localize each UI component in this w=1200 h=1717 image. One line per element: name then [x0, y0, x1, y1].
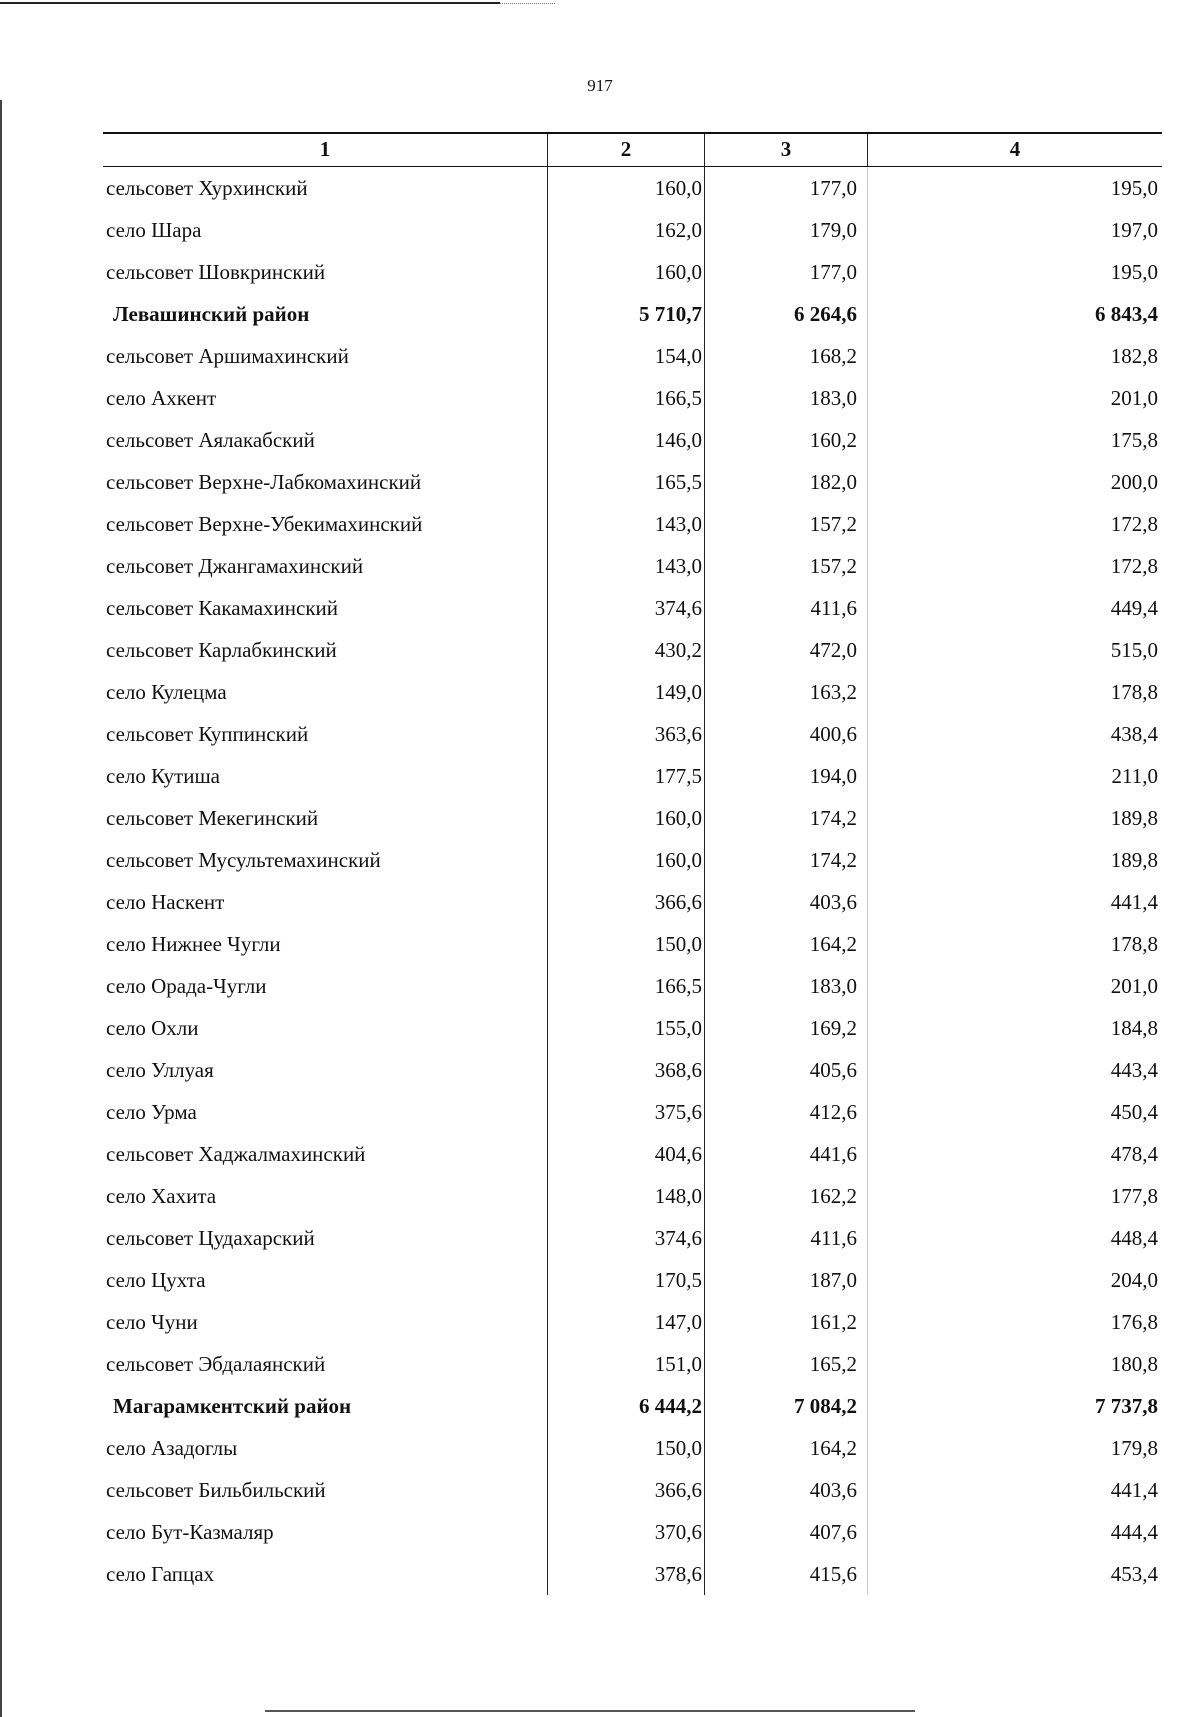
settlement-name-cell: село Охли [106, 1016, 199, 1040]
table-row [103, 1427, 1162, 1469]
settlement-name-cell: Магарамкентский район [113, 1394, 352, 1418]
value-col-4-cell: 178,8 [867, 671, 1162, 713]
value-col-2-cell: 363,6 [547, 713, 704, 755]
value-col-2-cell: 147,0 [547, 1301, 704, 1343]
settlement-name-cell: село Кулецма [106, 680, 227, 704]
scan-border-bottom [265, 1710, 915, 1712]
value-col-2-cell: 177,5 [547, 755, 704, 797]
value-col-4-cell: 449,4 [867, 587, 1162, 629]
value-col-3-cell: 441,6 [704, 1133, 867, 1175]
value-col-3-cell: 6 264,6 [704, 293, 867, 335]
value-col-3-cell: 165,2 [704, 1343, 867, 1385]
column-header-4: 4 [867, 134, 1162, 166]
settlement-name-cell: сельсовет Верхне-Убекимахинский [106, 512, 423, 536]
value-col-2-cell: 404,6 [547, 1133, 704, 1175]
settlement-name-cell: сельсовет Аялакабский [106, 428, 315, 452]
table-row [103, 881, 1162, 923]
column-header-3: 3 [704, 134, 867, 166]
value-col-4-cell: 178,8 [867, 923, 1162, 965]
table-row [103, 461, 1162, 503]
value-col-3-cell: 164,2 [704, 923, 867, 965]
settlement-name-cell: сельсовет Мусультемахинский [106, 848, 381, 872]
value-col-4-cell: 180,8 [867, 1343, 1162, 1385]
table-row [103, 419, 1162, 461]
table-row [103, 1469, 1162, 1511]
value-col-3-cell: 182,0 [704, 461, 867, 503]
value-col-3-cell: 161,2 [704, 1301, 867, 1343]
table-row [103, 167, 1162, 209]
value-col-4-cell: 448,4 [867, 1217, 1162, 1259]
value-col-3-cell: 160,2 [704, 419, 867, 461]
value-col-3-cell: 187,0 [704, 1259, 867, 1301]
value-col-3-cell: 177,0 [704, 251, 867, 293]
value-col-2-cell: 160,0 [547, 839, 704, 881]
table-row [103, 1301, 1162, 1343]
scan-border-left [0, 100, 2, 1717]
value-col-2-cell: 146,0 [547, 419, 704, 461]
value-col-2-cell: 5 710,7 [547, 293, 704, 335]
value-col-4-cell: 177,8 [867, 1175, 1162, 1217]
value-col-3-cell: 407,6 [704, 1511, 867, 1553]
value-col-4-cell: 197,0 [867, 209, 1162, 251]
scan-border-top [0, 2, 500, 4]
table-row [103, 923, 1162, 965]
table-row [103, 1217, 1162, 1259]
settlement-name-cell: село Ахкент [106, 386, 217, 410]
table-row [103, 797, 1162, 839]
value-col-2-cell: 166,5 [547, 965, 704, 1007]
settlement-name-cell: село Уллуая [106, 1058, 214, 1082]
settlement-name-cell: село Хахита [106, 1184, 217, 1208]
value-col-4-cell: 172,8 [867, 503, 1162, 545]
value-col-2-cell: 148,0 [547, 1175, 704, 1217]
table-row [103, 1553, 1162, 1595]
value-col-3-cell: 403,6 [704, 1469, 867, 1511]
table-row [103, 209, 1162, 251]
table-header-row [103, 132, 1162, 167]
value-col-2-cell: 155,0 [547, 1007, 704, 1049]
settlement-name-cell: село Кутиша [106, 764, 220, 788]
value-col-4-cell: 195,0 [867, 167, 1162, 209]
value-col-2-cell: 374,6 [547, 1217, 704, 1259]
value-col-4-cell: 515,0 [867, 629, 1162, 671]
column-header-2: 2 [547, 134, 704, 166]
value-col-4-cell: 204,0 [867, 1259, 1162, 1301]
value-col-2-cell: 160,0 [547, 167, 704, 209]
settlement-name-cell: сельсовет Джангамахинский [106, 554, 364, 578]
value-col-3-cell: 168,2 [704, 335, 867, 377]
budget-table [103, 132, 1162, 1595]
value-col-3-cell: 177,0 [704, 167, 867, 209]
settlement-name-cell: сельсовет Бильбильский [106, 1478, 326, 1502]
table-row [103, 629, 1162, 671]
value-col-2-cell: 162,0 [547, 209, 704, 251]
value-col-4-cell: 172,8 [867, 545, 1162, 587]
value-col-2-cell: 166,5 [547, 377, 704, 419]
settlement-name-cell: сельсовет Куппинский [106, 722, 309, 746]
settlement-name-cell: село Урма [106, 1100, 197, 1124]
value-col-2-cell: 370,6 [547, 1511, 704, 1553]
page-number: 917 [587, 76, 613, 95]
value-col-4-cell: 184,8 [867, 1007, 1162, 1049]
table-row [103, 1091, 1162, 1133]
value-col-4-cell: 438,4 [867, 713, 1162, 755]
table-row [103, 1133, 1162, 1175]
value-col-4-cell: 175,8 [867, 419, 1162, 461]
value-col-4-cell: 444,4 [867, 1511, 1162, 1553]
settlement-name-cell: село Гапцах [106, 1562, 215, 1586]
value-col-3-cell: 183,0 [704, 965, 867, 1007]
value-col-3-cell: 415,6 [704, 1553, 867, 1595]
value-col-3-cell: 400,6 [704, 713, 867, 755]
table-body [103, 167, 1162, 1595]
settlement-name-cell: сельсовет Аршимахинский [106, 344, 349, 368]
value-col-3-cell: 157,2 [704, 545, 867, 587]
value-col-3-cell: 411,6 [704, 1217, 867, 1259]
table-row [103, 713, 1162, 755]
settlement-name-cell: сельсовет Хурхинский [106, 176, 308, 200]
settlement-name-cell: сельсовет Мекегинский [106, 806, 319, 830]
settlement-name-cell: село Шара [106, 218, 202, 242]
value-col-3-cell: 194,0 [704, 755, 867, 797]
table-row [103, 965, 1162, 1007]
column-header-1: 1 [319, 137, 331, 161]
value-col-2-cell: 366,6 [547, 1469, 704, 1511]
value-col-2-cell: 143,0 [547, 503, 704, 545]
value-col-3-cell: 412,6 [704, 1091, 867, 1133]
value-col-3-cell: 405,6 [704, 1049, 867, 1091]
value-col-4-cell: 182,8 [867, 335, 1162, 377]
value-col-4-cell: 450,4 [867, 1091, 1162, 1133]
settlement-name-cell: село Нижнее Чугли [106, 932, 281, 956]
value-col-2-cell: 378,6 [547, 1553, 704, 1595]
district-total-row [103, 293, 1162, 335]
value-col-3-cell: 183,0 [704, 377, 867, 419]
settlement-name-cell: сельсовет Цудахарский [106, 1226, 315, 1250]
table-row [103, 1049, 1162, 1091]
value-col-4-cell: 7 737,8 [867, 1385, 1162, 1427]
value-col-3-cell: 174,2 [704, 839, 867, 881]
value-col-2-cell: 150,0 [547, 1427, 704, 1469]
table-row [103, 251, 1162, 293]
value-col-4-cell: 6 843,4 [867, 293, 1162, 335]
settlement-name-cell: село Орада-Чугли [106, 974, 267, 998]
table-row [103, 1259, 1162, 1301]
settlement-name-cell: село Цухта [106, 1268, 206, 1292]
value-col-4-cell: 443,4 [867, 1049, 1162, 1091]
table-row [103, 1343, 1162, 1385]
value-col-2-cell: 374,6 [547, 587, 704, 629]
value-col-4-cell: 195,0 [867, 251, 1162, 293]
settlement-name-cell: сельсовет Шовкринский [106, 260, 326, 284]
value-col-2-cell: 165,5 [547, 461, 704, 503]
value-col-2-cell: 143,0 [547, 545, 704, 587]
value-col-4-cell: 176,8 [867, 1301, 1162, 1343]
table-row [103, 1511, 1162, 1553]
settlement-name-cell: сельсовет Карлабкинский [106, 638, 337, 662]
value-col-2-cell: 151,0 [547, 1343, 704, 1385]
value-col-3-cell: 403,6 [704, 881, 867, 923]
settlement-name-cell: село Наскент [106, 890, 225, 914]
value-col-2-cell: 6 444,2 [547, 1385, 704, 1427]
value-col-4-cell: 441,4 [867, 881, 1162, 923]
value-col-2-cell: 154,0 [547, 335, 704, 377]
value-col-2-cell: 170,5 [547, 1259, 704, 1301]
settlement-name-cell: Левашинский район [113, 302, 310, 326]
value-col-3-cell: 163,2 [704, 671, 867, 713]
settlement-name-cell: сельсовет Какамахинский [106, 596, 339, 620]
value-col-4-cell: 201,0 [867, 965, 1162, 1007]
table-row [103, 335, 1162, 377]
value-col-2-cell: 430,2 [547, 629, 704, 671]
table-row [103, 377, 1162, 419]
value-col-4-cell: 453,4 [867, 1553, 1162, 1595]
value-col-2-cell: 150,0 [547, 923, 704, 965]
value-col-2-cell: 368,6 [547, 1049, 704, 1091]
value-col-2-cell: 366,6 [547, 881, 704, 923]
settlement-name-cell: село Бут-Казмаляр [106, 1520, 274, 1544]
district-total-row [103, 1385, 1162, 1427]
value-col-3-cell: 411,6 [704, 587, 867, 629]
table-row [103, 587, 1162, 629]
value-col-3-cell: 7 084,2 [704, 1385, 867, 1427]
value-col-3-cell: 174,2 [704, 797, 867, 839]
value-col-4-cell: 201,0 [867, 377, 1162, 419]
value-col-4-cell: 189,8 [867, 839, 1162, 881]
value-col-4-cell: 179,8 [867, 1427, 1162, 1469]
settlement-name-cell: село Чуни [106, 1310, 198, 1334]
settlement-name-cell: село Азадоглы [106, 1436, 238, 1460]
settlement-name-cell: сельсовет Эбдалаянский [106, 1352, 326, 1376]
value-col-4-cell: 211,0 [867, 755, 1162, 797]
value-col-2-cell: 149,0 [547, 671, 704, 713]
table-row [103, 671, 1162, 713]
table-row [103, 1175, 1162, 1217]
value-col-4-cell: 200,0 [867, 461, 1162, 503]
table-row [103, 1007, 1162, 1049]
value-col-3-cell: 164,2 [704, 1427, 867, 1469]
table-row [103, 545, 1162, 587]
table-row [103, 755, 1162, 797]
settlement-name-cell: сельсовет Верхне-Лабкомахинский [106, 470, 422, 494]
value-col-4-cell: 189,8 [867, 797, 1162, 839]
value-col-2-cell: 375,6 [547, 1091, 704, 1133]
settlement-name-cell: сельсовет Хаджалмахинский [106, 1142, 366, 1166]
value-col-3-cell: 157,2 [704, 503, 867, 545]
value-col-3-cell: 179,0 [704, 209, 867, 251]
value-col-2-cell: 160,0 [547, 251, 704, 293]
value-col-2-cell: 160,0 [547, 797, 704, 839]
table-row [103, 839, 1162, 881]
value-col-4-cell: 478,4 [867, 1133, 1162, 1175]
scan-border-top-dotted [500, 3, 555, 4]
value-col-3-cell: 169,2 [704, 1007, 867, 1049]
value-col-3-cell: 472,0 [704, 629, 867, 671]
table-row [103, 503, 1162, 545]
value-col-4-cell: 441,4 [867, 1469, 1162, 1511]
value-col-3-cell: 162,2 [704, 1175, 867, 1217]
